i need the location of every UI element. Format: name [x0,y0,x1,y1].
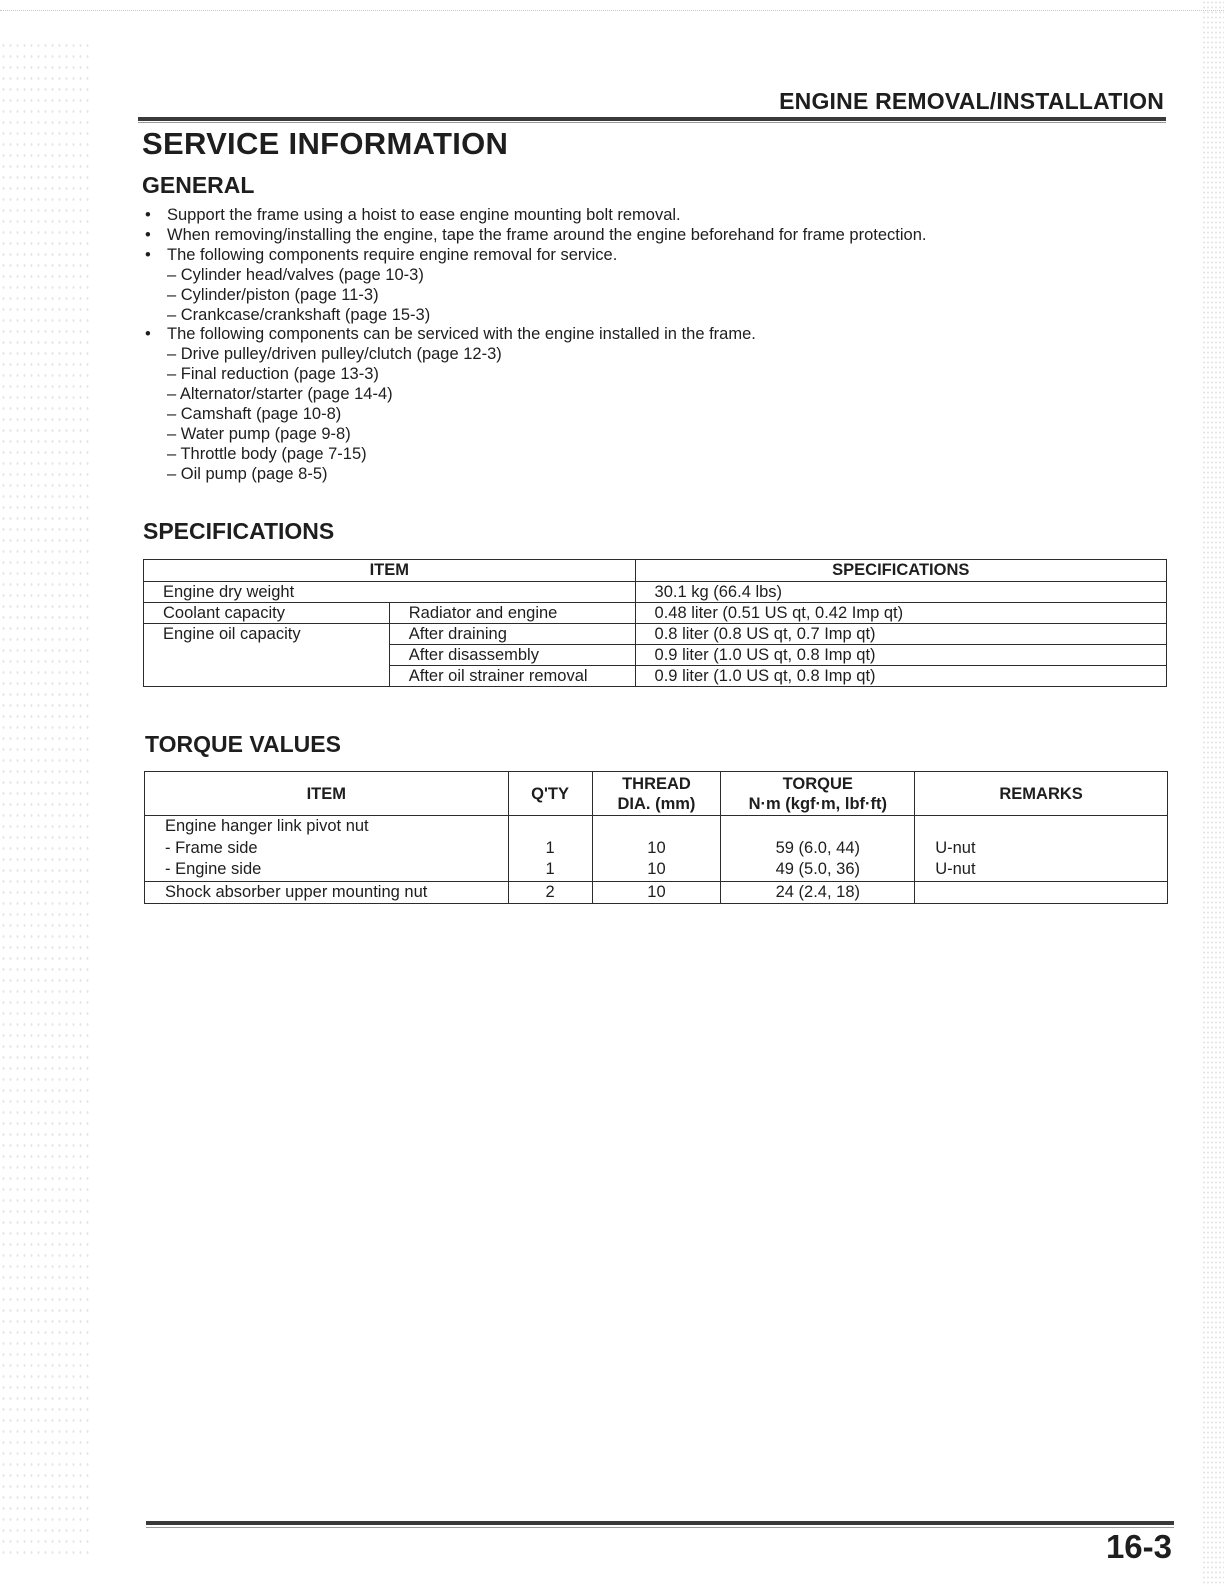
page-number: 16-3 [1105,1528,1172,1565]
general-item-text: Support the frame using a hoist to ease engine mounting bolt removal. [167,206,681,224]
torque-item: Shock absorber upper mounting nut [145,881,509,904]
spec-subitem: After draining [389,624,635,645]
remarks-value: U-nut [935,860,976,878]
torque-thread: 10 [592,881,721,904]
table-row [144,582,1167,603]
table-header-row [144,560,1167,582]
removal-components-list [167,266,926,326]
list-item: – Cylinder/piston (page 11-3) [167,285,379,304]
column-header-torque [721,772,915,816]
spec-value: 0.9 liter (1.0 US qt, 0.8 Imp qt) [635,645,1166,666]
table-row [145,881,1168,904]
bullet: • [145,245,151,264]
spec-item: Engine oil capacity [144,624,390,687]
bullet: • [145,325,151,344]
bullet: • [145,206,151,224]
general-item-text: The following components can be serviced with the engine installed in the frame. [167,325,756,344]
thread-value: 10 [647,860,666,878]
spec-value: 0.8 liter (0.8 US qt, 0.7 Imp qt) [635,624,1166,645]
column-header-qty: Q'TY [508,772,592,816]
remarks-value: U-nut [935,838,976,857]
general-item-text: When removing/installing the engine, tape the frame around the engine beforehand for frame protection. [167,225,927,244]
column-header-thread-line2: DIA. (mm) [617,794,696,813]
torque-values-heading: TORQUE VALUES [145,731,341,757]
spec-subitem: After oil strainer removal [389,666,635,687]
torque-subitem: - Frame side [165,838,258,857]
column-header-remarks: REMARKS [915,772,1168,816]
installed-components-list [167,345,926,484]
torque-remarks [915,881,1168,904]
general-item-1 [143,206,926,226]
spec-subitem: After disassembly [389,645,635,666]
list-item: – Crankcase/crankshaft (page 15-3) [167,305,431,324]
list-item: – Throttle body (page 7-15) [167,444,367,463]
qty-value: 1 [545,860,555,878]
torque-spec: 59 (6.0, 44) [775,838,860,857]
column-header-item: ITEM [145,772,509,816]
torque-item [145,816,509,882]
torque-qty: 2 [508,881,592,904]
torque-value: 24 (2.4, 18) [721,881,915,904]
list-item: – Camshaft (page 10-8) [167,405,342,424]
general-item-2 [143,226,926,246]
spec-value: 0.9 liter (1.0 US qt, 0.8 Imp qt) [635,666,1166,687]
torque-remarks [915,816,1168,882]
scan-margin-speckle-left [0,40,90,1560]
thread-value: 10 [647,838,666,857]
list-item: – Final reduction (page 13-3) [167,365,379,384]
page-title: SERVICE INFORMATION [142,126,509,161]
page-top-edge [0,0,1224,11]
footer-rule [146,1521,1174,1525]
list-item: – Water pump (page 9-8) [167,424,351,443]
table-row [144,624,1167,645]
column-header-specifications: SPECIFICATIONS [635,560,1166,582]
torque-spec: 49 (5.0, 36) [775,860,860,878]
general-item-3 [143,246,926,326]
table-row [144,603,1167,624]
column-header-thread-line1: THREAD [622,774,691,793]
spec-subitem: Radiator and engine [389,603,635,624]
spec-item: Coolant capacity [144,603,390,624]
column-header-item: ITEM [144,560,636,582]
spec-value: 30.1 kg (66.4 lbs) [635,582,1166,603]
general-item-4 [143,325,926,484]
header-rule-thin [138,122,1166,123]
footer-rule-thin [146,1527,1174,1528]
column-header-torque-line2: N·m (kgf·m, lbf·ft) [748,794,887,813]
chapter-title: ENGINE REMOVAL/INSTALLATION [779,88,1164,114]
specifications-heading: SPECIFICATIONS [143,518,335,544]
specifications-table [143,559,1167,687]
torque-subitem: - Engine side [165,860,262,878]
torque-group-label: Engine hanger link pivot nut [165,817,369,835]
scan-margin-speckle-right [1202,0,1224,1584]
torque-thread [592,816,721,882]
column-header-thread [592,772,721,816]
torque-qty [508,816,592,882]
header-rule [138,117,1166,121]
torque-values-table [144,771,1168,904]
table-header-row [145,772,1168,816]
spec-item: Engine dry weight [144,582,636,603]
list-item: – Cylinder head/valves (page 10-3) [167,265,424,284]
spec-value: 0.48 liter (0.51 US qt, 0.42 Imp qt) [635,603,1166,624]
list-item: – Drive pulley/driven pulley/clutch (page 12-3) [167,345,502,364]
list-item: – Oil pump (page 8-5) [167,464,328,483]
list-item: – Alternator/starter (page 14-4) [167,385,393,404]
bullet: • [145,225,151,244]
column-header-torque-line1: TORQUE [782,774,853,793]
torque-value [721,816,915,882]
qty-value: 1 [545,838,555,857]
general-item-text: The following components require engine removal for service. [167,245,618,264]
general-heading: GENERAL [142,172,255,198]
general-list [143,206,926,485]
table-row [145,816,1168,882]
